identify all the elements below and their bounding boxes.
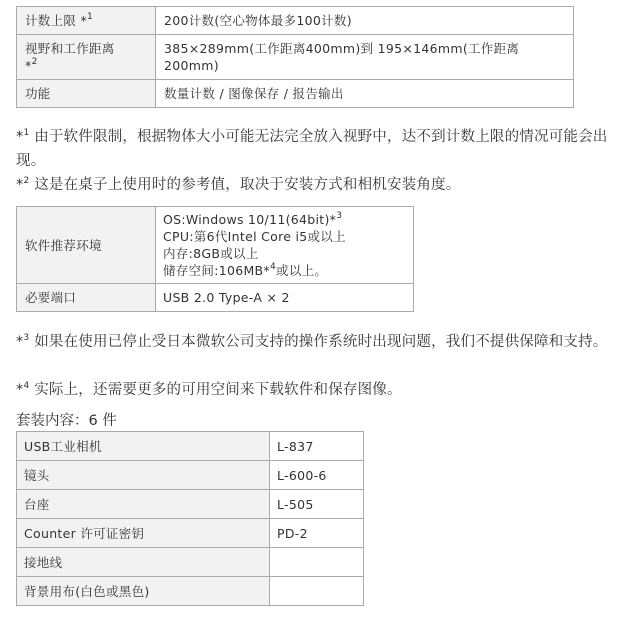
table-row — [17, 490, 364, 519]
footnote-1: *$^1$ 由于软件限制，根据物体大小可能无法完全放入视野中，达不到计数上限的情况可能会出现。 — [16, 128, 608, 169]
kit-item-name: 背景用布(白色或黑色) — [17, 577, 270, 606]
cpu-line: CPU:第6代Intel Core i5或以上 — [163, 229, 346, 244]
spec-table — [16, 6, 574, 108]
kit-item-name: USB工业相机 — [17, 432, 270, 461]
recommended-env-label: 软件推荐环境 — [17, 207, 156, 284]
footnote-2: *$^2$ 这是在桌子上使用时的参考值，取决于安装方式和相机安装角度。 — [16, 176, 461, 193]
storage-line: 储存空间:106MB*$^4$或以上。 — [163, 262, 328, 278]
table-row — [17, 519, 364, 548]
table-row — [17, 7, 574, 35]
kit-item-model: L-505 — [270, 490, 364, 519]
kit-item-model: L-837 — [270, 432, 364, 461]
environment-table — [16, 206, 414, 312]
field-of-view-value: 385×289mm(工作距离400mm)到 195×146mm(工作距离200mm) — [156, 35, 574, 80]
count-limit-label: 计数上限 *$^1$ — [17, 7, 156, 35]
function-value: 数量计数 / 图像保存 / 报告输出 — [156, 80, 574, 108]
os-line: OS:Windows 10/11(64bit)*$^3$ — [163, 211, 343, 227]
kit-item-model — [270, 577, 364, 606]
table-row — [17, 577, 364, 606]
kit-item-name: Counter 许可证密钥 — [17, 519, 270, 548]
kit-table — [16, 431, 364, 606]
function-label: 功能 — [17, 80, 156, 108]
table-row — [17, 548, 364, 577]
footnote-4: *$^4$ 实际上，还需要更多的可用空间来下载软件和保存图像。 — [16, 381, 402, 398]
kit-item-name: 接地线 — [17, 548, 270, 577]
required-port-label: 必要端口 — [17, 284, 156, 312]
table-row — [17, 432, 364, 461]
table-row — [17, 461, 364, 490]
field-of-view-label: 视野和工作距离 *$^2$ — [17, 35, 156, 80]
kit-item-name: 台座 — [17, 490, 270, 519]
kit-item-model — [270, 548, 364, 577]
kit-item-model: PD-2 — [270, 519, 364, 548]
table-row — [17, 284, 414, 312]
table-row — [17, 80, 574, 108]
table-row — [17, 35, 574, 80]
ram-line: 内存:8GB或以上 — [163, 246, 259, 261]
kit-item-model: L-600-6 — [270, 461, 364, 490]
required-port-value: USB 2.0 Type-A × 2 — [156, 284, 414, 312]
footnote-3: *$^3$ 如果在使用已停止受日本微软公司支持的操作系统时出现问题，我们不提供保障和支持。 — [16, 333, 608, 350]
kit-item-name: 镜头 — [17, 461, 270, 490]
table-row — [17, 207, 414, 284]
kit-title: 套装内容：6 件 — [16, 413, 117, 429]
recommended-env-value — [156, 207, 414, 284]
count-limit-value: 200计数(空心物体最多100计数) — [156, 7, 574, 35]
